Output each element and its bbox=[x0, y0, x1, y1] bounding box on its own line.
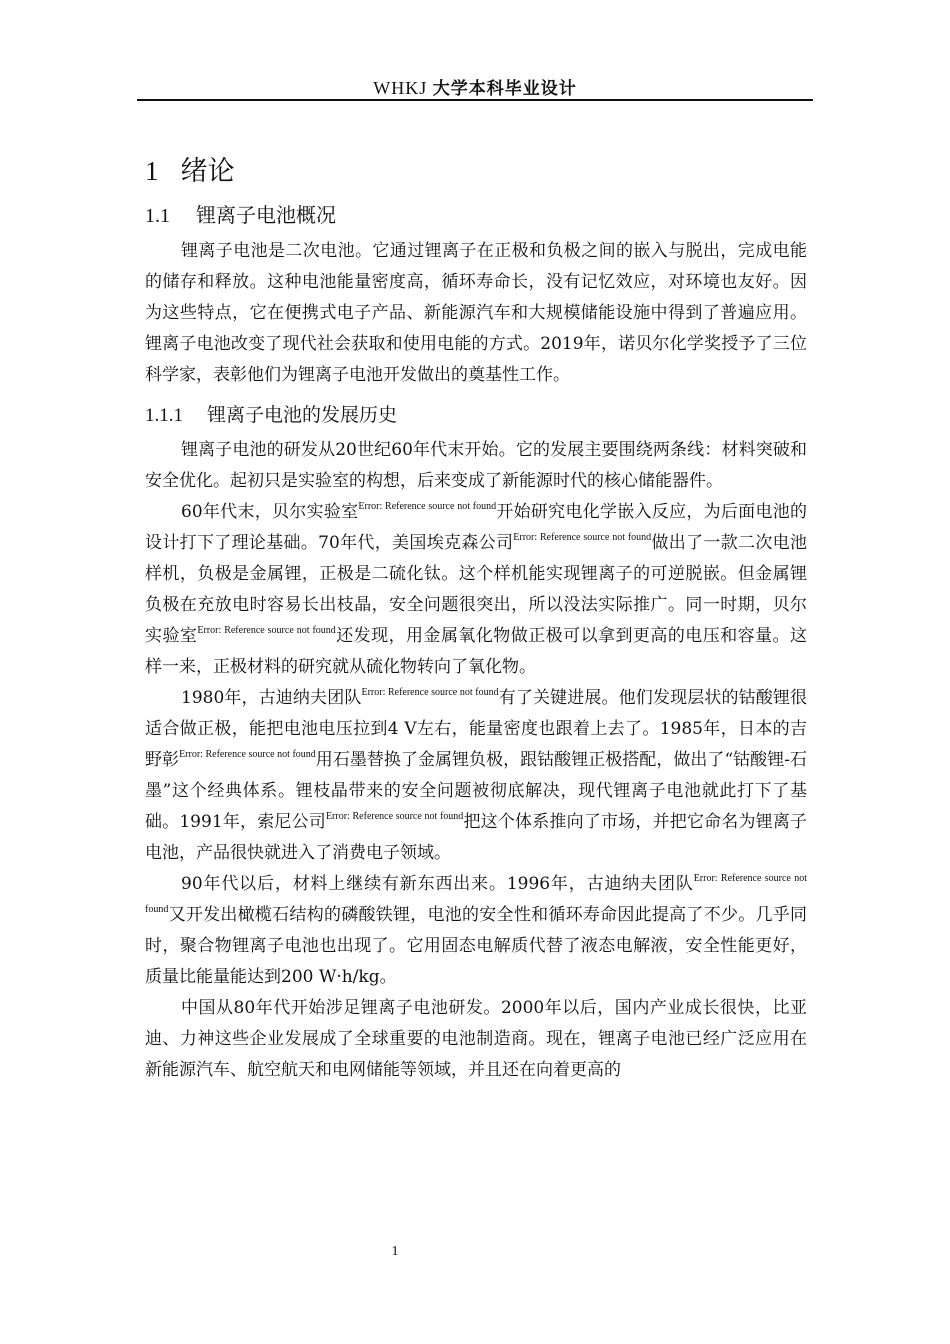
header-rule bbox=[137, 99, 813, 101]
text-run: 开始研究电化学嵌入反应，为后面电池的设计打下了理论基础。70年代，美国埃克森公司 bbox=[145, 502, 807, 553]
text-run: 90年代以后，材料上继续有新东西出来。1996年，古迪纳夫团队 bbox=[181, 874, 694, 894]
text-run: 有了关键进展。他们发现层状的钴酸锂很适合做正极，能把电池电压拉到4 V左右，能量密度也跟着上去了。1985年，日本的吉野彰 bbox=[145, 688, 808, 770]
subsection-title: 锂离子电池的发展历史 bbox=[207, 404, 398, 426]
text-run: 还发现，用金属氧化物做正极可以拿到更高的电压和容量。这样一来，正极材料的研究就从硫化物转向了氧化物。 bbox=[145, 626, 808, 677]
header-title: 大学本科毕业设计 bbox=[432, 79, 577, 99]
reference-error: Error: Reference source not found bbox=[358, 501, 497, 512]
paragraph-1980s-1990s bbox=[145, 683, 807, 869]
subsection-heading bbox=[145, 399, 807, 431]
section-heading bbox=[145, 198, 807, 232]
paragraph-history-intro: 锂离子电池的研发从20世纪60年代末开始。它的发展主要围绕两条线：材料突破和安全优化。起初只是实验室的构想，后来变成了新能源时代的核心储能器件。 bbox=[145, 440, 807, 491]
text-run: 60年代末，贝尔实验室 bbox=[181, 502, 359, 522]
running-header bbox=[137, 74, 813, 99]
reference-error: Error: Reference source not found bbox=[325, 811, 464, 822]
paragraph-after-1990s bbox=[145, 869, 807, 993]
text-run: 把这个体系推向了市场，并把它命名为锂离子电池，产品很快就进入了消费电子领域。 bbox=[145, 812, 808, 863]
section-title: 锂离子电池概况 bbox=[196, 203, 336, 227]
page-number: 1 bbox=[391, 1244, 399, 1259]
text-run: 做出了一款二次电池样机，负极是金属锂，正极是二硫化钛。这个样机能实现锂离子的可逆脱嵌。但金属锂负极在充放电时容易长出枝晶，安全问题很突出，所以没法实际推广。同一时期，贝尔实验室 bbox=[145, 533, 808, 646]
reference-error: Error: Reference source not found bbox=[361, 687, 499, 698]
main-content bbox=[145, 150, 807, 1086]
reference-error: Error: Reference source not found bbox=[513, 532, 652, 543]
chapter-title: 绪论 bbox=[180, 156, 235, 187]
paragraph-china: 中国从80年代开始涉足锂离子电池研发。2000年以后，国内产业成长很快，比亚迪、力神这些企业发展成了全球重要的电池制造商。现在，锂离子电池已经广泛应用在新能源汽车、航空航天和电网储能等领域，并且还在向着更高的 bbox=[145, 998, 807, 1080]
paragraph-overview: 锂离子电池是二次电池。它通过锂离子在正极和负极之间的嵌入与脱出，完成电能的储存和释放。这种电池能量密度高，循环寿命长，没有记忆效应，对环境也友好。因为这些特点，它在便携式电子产品、新能源汽车和大规模储能设施中得到了普遍应用。锂离子电池改变了现代社会获取和使用电能的方式。2019年，诺贝尔化学奖授予了三位科学家，表彰他们为锂离子电池开发做出的奠基性工作。 bbox=[145, 241, 807, 385]
section-number: 1.1 bbox=[145, 205, 170, 227]
subsection-number: 1.1.1 bbox=[145, 405, 183, 426]
text-run: 又开发出橄榄石结构的磷酸铁锂，电池的安全性和循环寿命因此提高了不少。几乎同时，聚合物锂离子电池也出现了。它用固态电解质代替了液态电解液，安全性能更好，质量比能量能达到200 W·h/kg。 bbox=[145, 905, 807, 987]
reference-error: Error: Reference source not found bbox=[197, 625, 336, 636]
paragraph-1960s-1970s bbox=[145, 497, 807, 683]
reference-error: Error: Reference source not found bbox=[179, 749, 316, 760]
reference-error: Error: Reference source not found bbox=[145, 873, 807, 915]
text-run: 用石墨替换了金属锂负极，跟钴酸锂正极搭配，做出了“钴酸锂-石墨”这个经典体系。锂枝晶带来的安全问题被彻底解决，现代锂离子电池就此打下了基础。1991年，索尼公司 bbox=[145, 750, 808, 832]
text-run: 1980年，古迪纳夫团队 bbox=[181, 688, 362, 708]
chapter-heading bbox=[145, 150, 807, 192]
chapter-number: 1 bbox=[145, 156, 159, 186]
header-latin: WHKJ bbox=[373, 78, 433, 98]
